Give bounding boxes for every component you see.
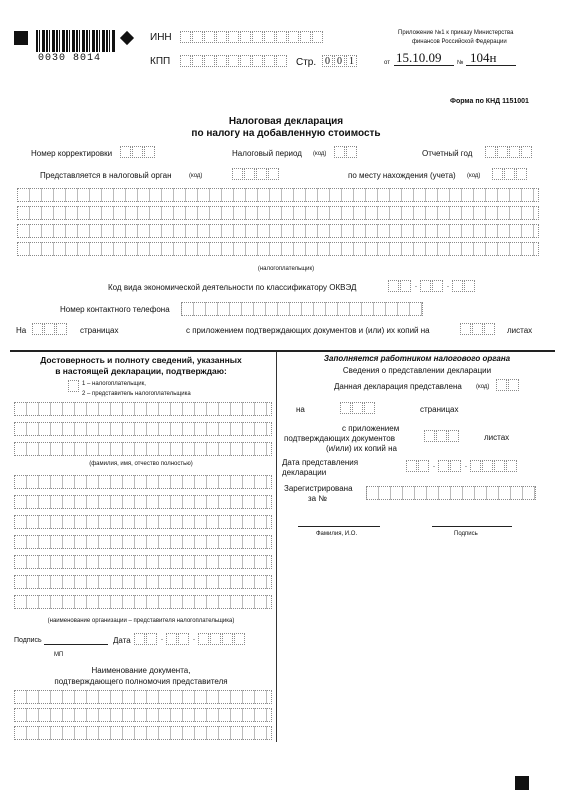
officer-signature-caption: Подпись	[454, 531, 478, 537]
left-heading-1: Достоверность и полноту сведений, указанных	[40, 355, 242, 365]
submitted-to-label: Представляется в налоговый орган	[40, 171, 172, 180]
presentation-date-cells[interactable]: . .	[406, 460, 518, 472]
order-from: от	[384, 60, 390, 66]
fio-row-3[interactable]	[14, 442, 272, 456]
right-pages-cells[interactable]	[340, 402, 376, 414]
doc-title-2: подтверждающего полномочия представителя	[54, 677, 228, 686]
date-label: Дата	[113, 636, 131, 645]
order-no-sign: №	[457, 60, 464, 66]
doc-row-2[interactable]	[14, 708, 272, 722]
page-digit-3: 1	[346, 55, 357, 67]
order-date: 15.10.09	[396, 50, 442, 65]
org-row-6[interactable]	[14, 575, 272, 589]
order-number: 104н	[470, 50, 497, 65]
org-row-4[interactable]	[14, 535, 272, 549]
registration-marker-top	[120, 31, 134, 45]
by-location-label: по месту нахождения (учета)	[348, 171, 456, 180]
section-divider	[10, 350, 555, 352]
signer-type-cell[interactable]	[68, 380, 80, 392]
page-label: Стр.	[296, 57, 317, 68]
by-location-code: (код)	[467, 173, 481, 179]
presentation-date-1: Дата представления	[282, 458, 359, 467]
kpp-label: КПП	[150, 56, 171, 67]
attach-line-3: (и/или) их копий на	[326, 444, 397, 453]
org-row-7[interactable]	[14, 595, 272, 609]
officer-name-line[interactable]	[298, 526, 380, 527]
tax-period-code: (код)	[313, 151, 327, 157]
okved-cells[interactable]: . .	[388, 280, 476, 292]
org-row-3[interactable]	[14, 515, 272, 529]
presentation-date-2: декларации	[282, 468, 327, 477]
report-year-cells[interactable]	[485, 146, 533, 158]
stamp-label: МП	[54, 652, 64, 658]
appendix-line-1: Приложение №1 к приказу Министерства	[398, 30, 514, 36]
sheets-count-cells[interactable]	[460, 323, 496, 335]
taxpayer-row-3[interactable]	[17, 224, 539, 238]
submitted-to-code: (код)	[189, 173, 203, 179]
form-code: Форма по КНД 1151001	[450, 98, 529, 105]
barcode-bars	[36, 30, 116, 52]
title-line-2: по налогу на добавленную стоимость	[191, 128, 381, 139]
officer-name-caption: Фамилия, И.О.	[316, 531, 358, 537]
barcode-number: 0030 8014	[38, 53, 102, 64]
tax-period-cells[interactable]	[334, 146, 358, 158]
with-docs-label: с приложением подтверждающих документов и (или) их копий на	[186, 326, 430, 335]
taxpayer-row-2[interactable]	[17, 206, 539, 220]
inn-cells[interactable]	[180, 31, 324, 43]
okved-label: Код вида экономической деятельности по классификатору ОКВЭД	[108, 283, 357, 292]
tax-authority-cells[interactable]	[232, 168, 280, 180]
right-on-label: на	[296, 405, 305, 414]
registered-label-2: за №	[308, 494, 327, 503]
kpp-cells[interactable]	[180, 55, 288, 67]
correction-number-label: Номер корректировки	[31, 149, 113, 158]
org-row-2[interactable]	[14, 495, 272, 509]
fio-row-1[interactable]	[14, 402, 272, 416]
page-digit-2: 0	[334, 55, 345, 67]
signer-option-2: 2 – представитель налогоплательщика	[82, 391, 191, 397]
presented-label: Данная декларация представлена	[334, 382, 462, 391]
phone-label: Номер контактного телефона	[60, 305, 170, 314]
pages-label: страницах	[80, 326, 119, 335]
org-row-1[interactable]	[14, 475, 272, 489]
pages-on-label: На	[16, 326, 27, 335]
signature-label: Подпись	[14, 637, 42, 644]
right-sheets-label: листах	[484, 433, 510, 442]
doc-row-3[interactable]	[14, 726, 272, 740]
appendix-line-2: финансов Российской Федерации	[412, 39, 507, 45]
registration-marker-top-left	[14, 31, 28, 45]
tax-period-label: Налоговый период	[232, 149, 302, 158]
registration-marker-bottom-right	[515, 776, 529, 790]
title-line-1: Налоговая декларация	[228, 116, 344, 127]
inn-label: ИНН	[150, 32, 172, 43]
barcode	[34, 30, 118, 64]
doc-title-1: Наименование документа,	[91, 666, 191, 675]
report-year-label: Отчетный год	[422, 149, 473, 158]
page-digit-1: 0	[322, 55, 333, 67]
fio-caption: (фамилия, имя, отчество полностью)	[89, 461, 193, 467]
right-sheets-cells[interactable]	[424, 430, 460, 442]
phone-cells[interactable]	[181, 302, 423, 316]
fio-row-2[interactable]	[14, 422, 272, 436]
right-subheading: Сведения о представлении декларации	[342, 366, 492, 375]
presented-code: (код)	[476, 384, 490, 390]
signature-line[interactable]	[44, 644, 108, 645]
left-heading-2: в настоящей декларации, подтверждаю:	[55, 366, 227, 376]
right-heading: Заполняется работником налогового органа	[323, 354, 511, 363]
page-number-cells[interactable]	[322, 55, 358, 67]
sign-date-cells[interactable]: . .	[134, 633, 246, 645]
attach-line-2: подтверждающих документов	[284, 434, 395, 443]
presented-code-cells[interactable]	[496, 379, 520, 391]
sheets-label: листах	[507, 326, 533, 335]
taxpayer-row-1[interactable]	[17, 188, 539, 202]
registered-label-1: Зарегистрирована	[284, 484, 353, 493]
signer-option-1: 1 – налогоплательщик,	[82, 381, 146, 387]
right-pages-label: страницах	[420, 405, 459, 414]
attach-line-1: с приложением	[342, 424, 400, 433]
pages-count-cells[interactable]	[32, 323, 68, 335]
correction-number-cells[interactable]	[120, 146, 156, 158]
doc-row-1[interactable]	[14, 690, 272, 704]
location-code-cells[interactable]	[492, 168, 528, 180]
taxpayer-row-4[interactable]	[17, 242, 539, 256]
taxpayer-caption: (налогоплательщик)	[257, 266, 315, 272]
column-divider	[276, 352, 277, 742]
org-row-5[interactable]	[14, 555, 272, 569]
registration-number-cells[interactable]	[366, 486, 536, 500]
officer-signature-line[interactable]	[432, 526, 512, 527]
org-caption: (наименование организации – представителя налогоплательщика)	[47, 618, 235, 624]
